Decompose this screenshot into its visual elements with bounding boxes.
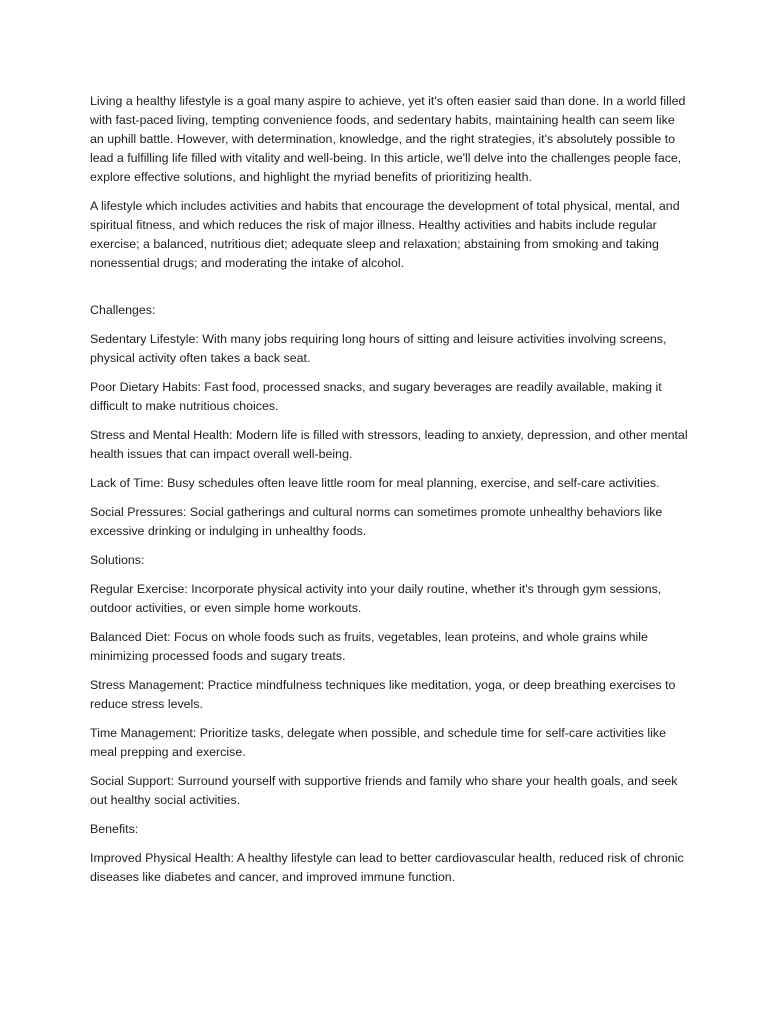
- benefit-item: Improved Physical Health: A healthy lifestyle can lead to better cardiovascular health, reduced risk of chronic diseases like diabetes and cancer, and improved immune function.: [90, 851, 684, 884]
- solution-item: Time Management: Prioritize tasks, delegate when possible, and schedule time for self-care activities like meal prepping and exercise.: [90, 726, 666, 759]
- challenge-item: Poor Dietary Habits: Fast food, processed snacks, and sugary beverages are readily available, making it difficult to make nutritious choices.: [90, 380, 662, 413]
- intro-paragraph: Living a healthy lifestyle is a goal many aspire to achieve, yet it's often easier said than done. In a world filled with fast-paced living, tempting convenience foods, and sedentary habits, maintaining health can seem like an uphill battle. However, with determination, knowledge, and the right strategies, it's absolutely possible to lead a fulfilling life filled with vitality and well-being. In this article, we'll delve into the challenges people face, explore effective solutions, and highlight the myriad benefits of prioritizing health.: [90, 94, 686, 184]
- solution-item: Stress Management: Practice mindfulness techniques like meditation, yoga, or deep breathing exercises to reduce stress levels.: [90, 678, 676, 711]
- challenges-heading: Challenges:: [90, 303, 156, 317]
- challenge-item: Sedentary Lifestyle: With many jobs requiring long hours of sitting and leisure activities involving screens, physical activity often takes a back seat.: [90, 332, 667, 365]
- challenge-item: Social Pressures: Social gatherings and cultural norms can sometimes promote unhealthy behaviors like excessive drinking or indulging in unhealthy foods.: [90, 505, 663, 538]
- challenge-item: Lack of Time: Busy schedules often leave little room for meal planning, exercise, and self-care activities.: [90, 476, 660, 490]
- document-body: [90, 92, 690, 897]
- definition-paragraph: A lifestyle which includes activities and habits that encourage the development of total physical, mental, and spiritual fitness, and which reduces the risk of major illness. Healthy activities and habits include regular exercise; a balanced, nutritious diet; adequate sleep and relaxation; abstaining from smoking and taking nonessential drugs; and moderating the intake of alcohol.: [90, 199, 680, 270]
- solution-item: Regular Exercise: Incorporate physical activity into your daily routine, whether it's through gym sessions, outdoor activities, or even simple home workouts.: [90, 582, 662, 615]
- solution-item: Social Support: Surround yourself with supportive friends and family who share your health goals, and seek out healthy social activities.: [90, 774, 678, 807]
- solutions-heading: Solutions:: [90, 553, 145, 567]
- benefits-heading: Benefits:: [90, 822, 139, 836]
- challenge-item: Stress and Mental Health: Modern life is filled with stressors, leading to anxiety, depression, and other mental health issues that can impact overall well-being.: [90, 428, 688, 461]
- solution-item: Balanced Diet: Focus on whole foods such as fruits, vegetables, lean proteins, and whole grains while minimizing processed foods and sugary treats.: [90, 630, 648, 663]
